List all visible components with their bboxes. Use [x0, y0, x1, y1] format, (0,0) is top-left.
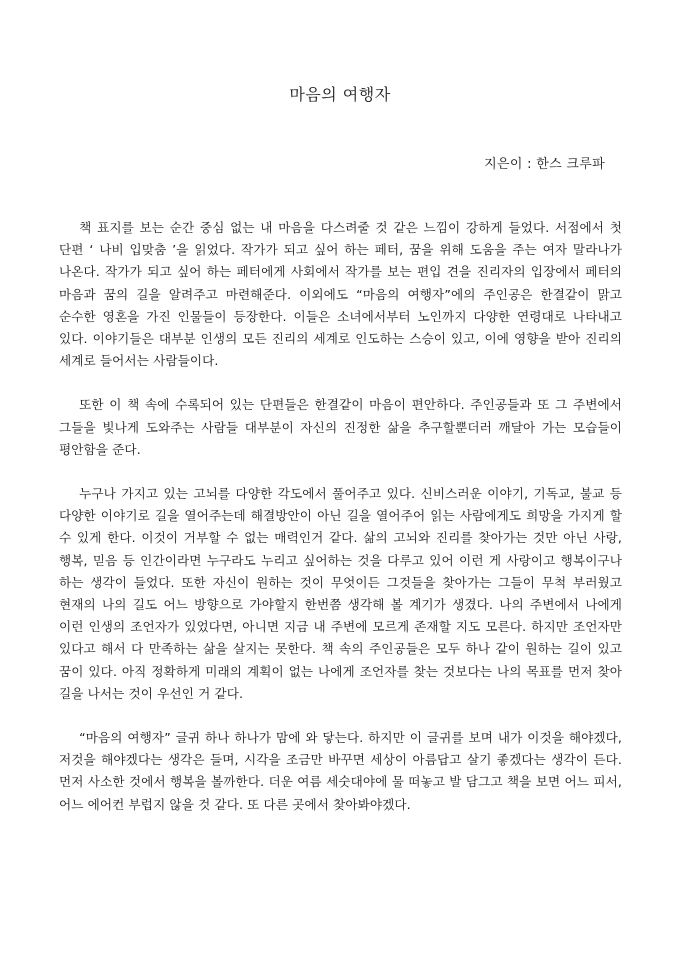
paragraph-3: 누구나 가지고 있는 고뇌를 다양한 각도에서 풀어주고 있다. 신비스러운 이야기, 기독교, 불교 등 다양한 이야기로 길을 열어주는데 해결방안이 아닌 길을 열어주어 읽는 사람에게도 희망을 가지게 할 수 있게 한다. 이것이 거부할 수 없는 매력인거 같다. 삶의 고뇌와 진리를 찾아가는 것만 아닌 사랑, 행복, 믿음 등 인간이라면 누구라도 누리고 싶어하는 것을 다루고 있어 이런 게 사랑이고 행복이구나 하는 생각이 들었다. 또한 자신이 원하는 것이 무엇이든 그것들을 찾아가는 그들이 무척 부러웠고 현재의 나의 길도 어느 방향으로 가야할지 한번쯤 생각해 볼 계기가 생겼다. 나의 주변에서 나에게 이런 인생의 조언자가 있었다면, 아니면 지금 내 주변에 모르게 존재할 지도 모른다. 하지만 조언자만 있다고 해서 다 만족하는 삶을 살지는 못한다. 책 속의 주인공들은 모두 하나 같이 원하는 길이 있고 꿈이 있다. 아직 정확하게 미래의 계획이 없는 나에게 조언자를 찾는 것보다는 나의 목표를 먼저 찾아 길을 나서는 것이 우선인 거 같다.: [59, 486, 622, 701]
paragraph-4: “마음의 여행자” 글귀 하나 하나가 맘에 와 닿는다. 하지만 이 글귀를 보며 내가 이것을 해야겠다, 저것을 해야겠다는 생각은 들며, 시각을 조금만 바꾸면 세상이 아름답고 살기 좋겠다는 생각이 든다. 먼저 사소한 것에서 행복을 볼까한다. 더운 여름 세숫대야에 물 떠놓고 발 담그고 책을 보면 어느 피서, 어느 에어컨 부럽지 않을 것 같다. 또 다른 곳에서 찾아봐야겠다.: [59, 730, 622, 812]
document-body: [59, 217, 622, 838]
author-line: 지은이 : 한스 크루파: [484, 157, 605, 172]
paragraph-2: 또한 이 책 속에 수록되어 있는 단편들은 한결같이 마음이 편안하다. 주인공들과 또 그 주변에서 그들을 빛나게 도와주는 사람들 대부분이 자신의 진정한 삶을 추구할뿐더러 깨달아 가는 모습들이 평안함을 준다.: [59, 397, 622, 457]
document-title: 마음의 여행자: [289, 85, 391, 104]
paragraph-1: 책 표지를 보는 순간 중심 없는 내 마음을 다스려줄 것 같은 느낌이 강하게 들었다. 서점에서 첫 단편 ‘ 나비 입맞춤 ’을 읽었다. 작가가 되고 싶어 하는 페터, 꿈을 위해 도움을 주는 여자 말라나가 나온다. 작가가 되고 싶어 하는 페터에게 사회에서 작가를 보는 편입 견을 진리자의 입장에서 페터의 마음과 꿈의 길을 알려주고 마련해준다. 이외에도 “마음의 여행자”에의 주인공은 한결같이 맑고 순수한 영혼을 가진 인물들이 등장한다. 이들은 소녀에서부터 노인까지 다양한 연령대로 나타내고 있다. 이야기들은 대부분 인생의 모든 진리의 세계로 인도하는 스승이 있고, 이에 영향을 받아 진리의 세계로 들어서는 사람들이다.: [59, 220, 622, 369]
